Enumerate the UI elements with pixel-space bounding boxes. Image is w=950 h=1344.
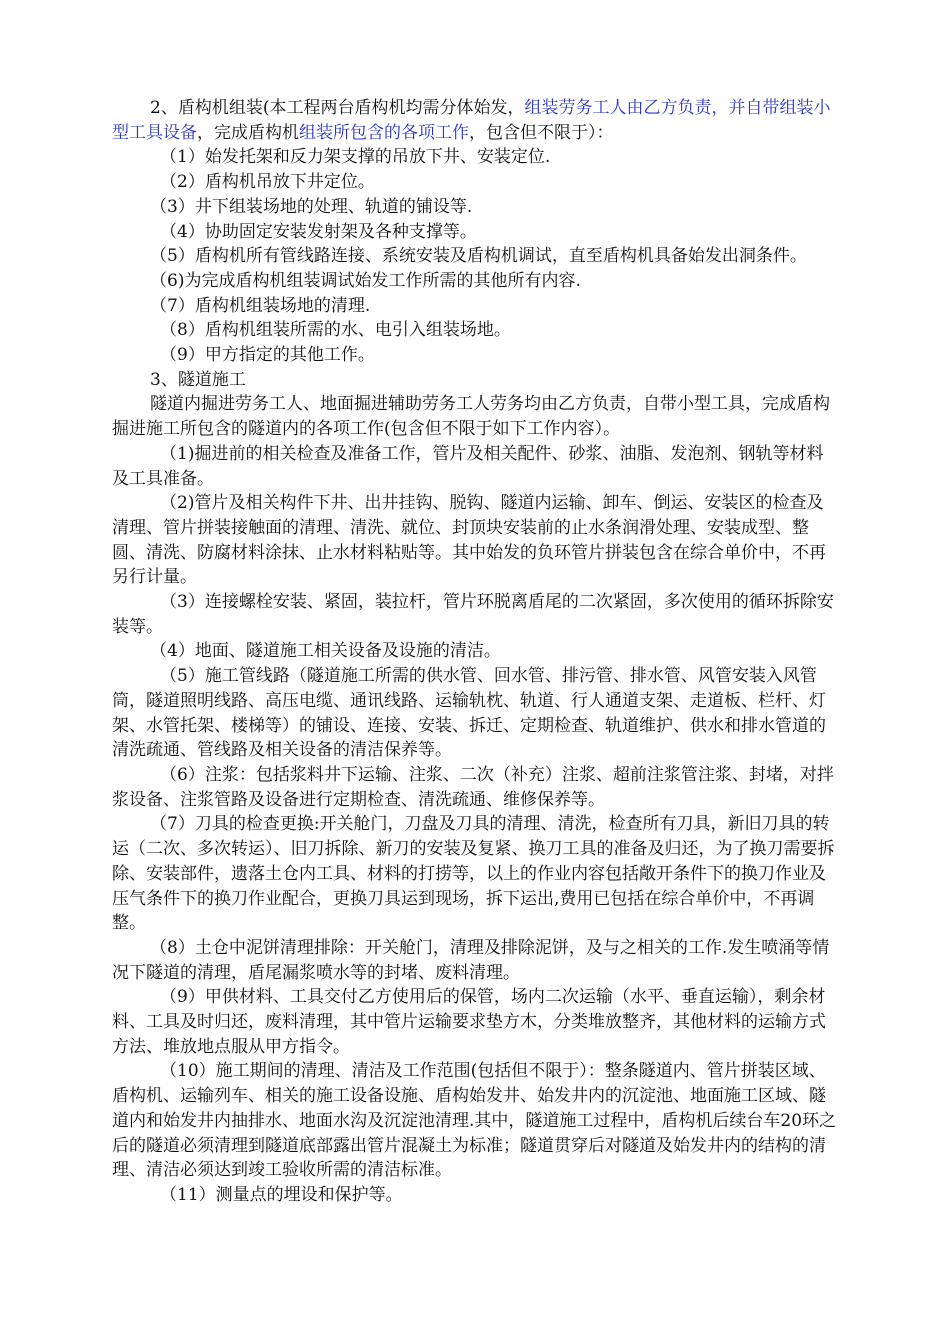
paragraph: [112, 664, 840, 763]
highlighted-text: 组装劳务工人由乙方负责，并自带组装小型工具设备: [112, 98, 831, 143]
paragraph: [112, 442, 840, 491]
paragraph-text: （2)管片及相关构件下井、出井挂钩、脱钩、隧道内运输、卸车、倒运、安装区的检查及清理、管片拼装接触面的清理、清洗、就位、封顶块安装前的止水条润滑处理、安装成型、整圆、清洗、防腐材料涂抹、止水材料粘贴等。其中始发的负环管片拼装包含在综合单价中，不再另行计量。: [112, 493, 826, 588]
paragraph: [112, 294, 840, 319]
paragraph-text: （5）施工管线路（隧道施工所需的供水管、回水管、排污管、排水管、风管安装入风管筒，隧道照明线路、高压电缆、通讯线路、运输轨枕、轨道、行人通道支架、走道板、栏杆、灯架、水管托架、楼梯等）的铺设、连接、安装、拆迁、定期检查、轨道维护、供水和排水管道的清洗疏通、管线路及相关设备的清洁保养等。: [112, 666, 826, 761]
paragraph-text: ，完成盾构机: [197, 122, 299, 143]
paragraph: [112, 936, 840, 985]
paragraph: [112, 639, 840, 664]
document-page: [112, 96, 840, 1208]
paragraph-text: ，包含但不限于）：: [469, 122, 614, 143]
paragraph: [112, 195, 840, 220]
paragraph-text: （6)为完成盾构机组装调试始发工作所需的其他所有内容.: [150, 270, 581, 291]
paragraph-text: （11）测量点的埋设和保护等。: [160, 1184, 403, 1205]
paragraph-text: 2、盾构机组装(本工程两台盾构机均需分体始发，: [150, 98, 525, 118]
highlighted-text: 组装所包含的各项工作: [299, 122, 469, 143]
paragraph-text: （1）始发托架和反力架支撑的吊放下井、安装定位.: [160, 147, 551, 168]
paragraph-text: （9）甲供材料、工具交付乙方使用后的保管，场内二次运输（水平、垂直运输），剩余材料、工具及时归还，废料清理，其中管片运输要求垫方木，分类堆放整齐，其他材料的运输方式方法、堆放地点服从甲方指令。: [112, 987, 826, 1057]
paragraph-text: （4）地面、隧道施工相关设备及设施的清洁。: [150, 641, 501, 662]
paragraph: [112, 343, 840, 368]
paragraph: [112, 392, 840, 441]
paragraph-text: （8）土仓中泥饼清理排除：开关舱门，清理及排除泥饼，及与之相关的工作.发生喷涌等情况下隧道的清理，盾尾漏浆喷水等的封堵、废料清理。: [112, 937, 830, 983]
paragraph: [112, 985, 840, 1059]
paragraph-text: （9）甲方指定的其他工作。: [160, 345, 375, 366]
paragraph: [112, 244, 840, 269]
paragraph-text: 隧道内掘进劳务工人、地面掘进辅助劳务工人劳务均由乙方负责，自带小型工具，完成盾构掘进施工所包含的隧道内的各项工作(包含但不限于如下工作内容）。: [112, 394, 830, 440]
paragraph-text: （7）刀具的检查更换:开关舱门，刀盘及刀具的清理、清洗，检查所有刀具，新旧刀具的转运（二次、多次转运）、旧刀拆除、新刀的安装及复紧、换刀工具的准备及归还，为了换刀需要拆除、安装部件，遗落土仓内工具、材料的打捞等，以上的作业内容包括敞开条件下的换刀作业及压气条件下的换刀作业配合，更换刀具运到现场，拆下运出,费用已包括在综合单价中，不再调整。: [112, 814, 835, 934]
paragraph: [112, 170, 840, 195]
paragraph-text: （3）井下组装场地的处理、轨道的铺设等.: [150, 196, 473, 217]
paragraph: [112, 96, 840, 145]
paragraph: [112, 368, 840, 393]
paragraph-text: （5）盾构机所有管线路连接、系统安装及盾构机调试，直至盾构机具备始发出洞条件。: [150, 246, 807, 267]
paragraph-text: （6）注浆：包括浆料井下运输、注浆、二次（补充）注浆、超前注浆管注浆、封堵，对拌浆设备、注浆管路及设备进行定期检查、清洗疏通、维修保养等。: [112, 764, 834, 810]
paragraph-text: （2）盾构机吊放下井定位。: [160, 172, 375, 193]
paragraph: [112, 318, 840, 343]
paragraph-text: （8）盾构机组装所需的水、电引入组装场地。: [160, 320, 511, 341]
paragraph-text: （10）施工期间的清理、清洁及工作范围(包括但不限于）：整条隧道内、管片拼装区域、盾构机、运输列车、相关的施工设备设施、盾构始发井、始发井内的沉淀池、地面施工区域、隧道内和始发井内抽排水、地面水沟及沉淀池清理.其中，隧道施工过程中，盾构机后续台车20环之后的隧道必须清理到隧道底部露出管片混凝土为标准；隧道贯穿后对隧道及始发井内的结构的清理、清洁必须达到竣工验收所需的清洁标准。: [112, 1061, 837, 1181]
paragraph: [112, 269, 840, 294]
paragraph: [112, 590, 840, 639]
paragraph-text: 3、隧道施工: [150, 369, 246, 390]
paragraph: [112, 812, 840, 936]
paragraph-text: （3）连接螺栓安装、紧固，装拉杆，管片环脱离盾尾的二次紧固，多次使用的循环拆除安装等。: [112, 592, 834, 637]
paragraph: [112, 1183, 840, 1208]
paragraph: [112, 145, 840, 170]
paragraph-text: （7）盾构机组装场地的清理.: [150, 295, 371, 316]
paragraph-text: （1)掘进前的相关检查及准备工作，管片及相关配件、砂浆、油脂、发泡剂、钢轨等材料及工具准备。: [112, 443, 824, 489]
paragraph-text: （4）协助固定安装发射架及各种支撑等。: [160, 221, 477, 242]
paragraph: [112, 220, 840, 245]
paragraph: [112, 763, 840, 812]
paragraph: [112, 491, 840, 590]
paragraph: [112, 1059, 840, 1183]
